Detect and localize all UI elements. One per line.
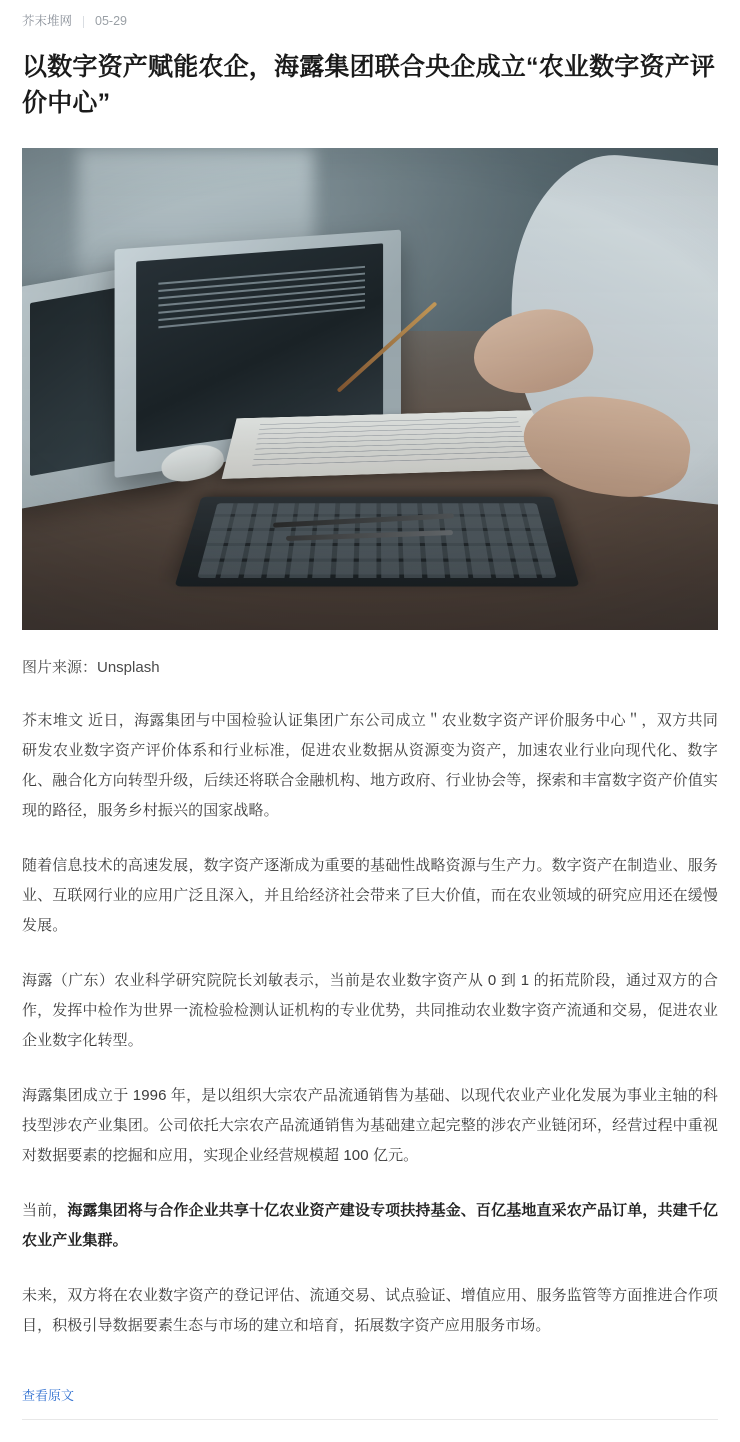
hero-image-wrapper: [0, 122, 740, 630]
paragraph-text: 芥末堆文 近日，海露集团与中国检验认证集团广东公司成立＂农业数字资产评价服务中心＂，双方共同研发农业数字资产评价体系和行业标准，促进农业数据从资源变为资产，加速农业行业向现代化、数字化、融合化方向转型升级，后续还将联合金融机构、地方政府、行业协会等，探索和丰富数字资产价值实现的路径，服务乡村振兴的国家战略。: [22, 711, 718, 819]
paragraph-text: 未来，双方将在农业数字资产的登记评估、流通交易、试点验证、增值应用、服务监管等方面推进合作项目，积极引导数据要素生态与市场的建立和培育，拓展数字资产应用服务市场。: [22, 1286, 718, 1334]
paragraph-text: 海露（广东）农业科学研究院院长刘敏表示，当前是农业数字资产从 0 到 1 的拓荒阶段，通过双方的合作，发挥中检作为世界一流检验检测认证机构的专业优势，共同推动农业数字资产流通和交易，促进农业企业数字化转型。: [22, 971, 718, 1049]
hero-image: [22, 148, 718, 630]
article-footer: [0, 1385, 740, 1442]
article-paragraph: [22, 1081, 718, 1171]
article-paragraph: [22, 1281, 718, 1341]
article-meta-bar: [0, 0, 740, 39]
hero-vignette: [22, 148, 718, 630]
article-body: [0, 706, 740, 1341]
paragraph-text: 随着信息技术的高速发展，数字资产逐渐成为重要的基础性战略资源与生产力。数字资产在制造业、服务业、互联网行业的应用广泛且深入，并且给经济社会带来了巨大价值，而在农业领域的研究应用还在缓慢发展。: [22, 856, 718, 934]
paragraph-text: 当前，: [22, 1201, 68, 1219]
article-paragraph: [22, 851, 718, 941]
meta-separator: [83, 16, 84, 28]
view-original-link[interactable]: 查看原文: [22, 1387, 75, 1403]
article-paragraph: [22, 966, 718, 1056]
article-source: 芥末堆网: [22, 14, 73, 28]
footer-divider: [22, 1419, 718, 1420]
article-paragraph: [22, 706, 718, 826]
article-date: 05-29: [95, 14, 127, 28]
emphasis-text: 海露集团将与合作企业共享十亿农业资产建设专项扶持基金、百亿基地直采农产品订单，共建千亿农业产业集群。: [22, 1201, 718, 1249]
paragraph-text: 海露集团成立于 1996 年，是以组织大宗农产品流通销售为基础、以现代农业产业化发展为事业主轴的科技型涉农产业集团。公司依托大宗农产品流通销售为基础建立起完整的涉农产业链闭环，经营过程中重视对数据要素的挖掘和应用，实现企业经营规模超 100 亿元。: [22, 1086, 718, 1164]
page-title: 以数字资产赋能农企，海露集团联合央企成立“农业数字资产评价中心”: [22, 53, 716, 118]
article-paragraph: [22, 1196, 718, 1256]
image-caption: 图片来源：Unsplash: [22, 658, 160, 676]
